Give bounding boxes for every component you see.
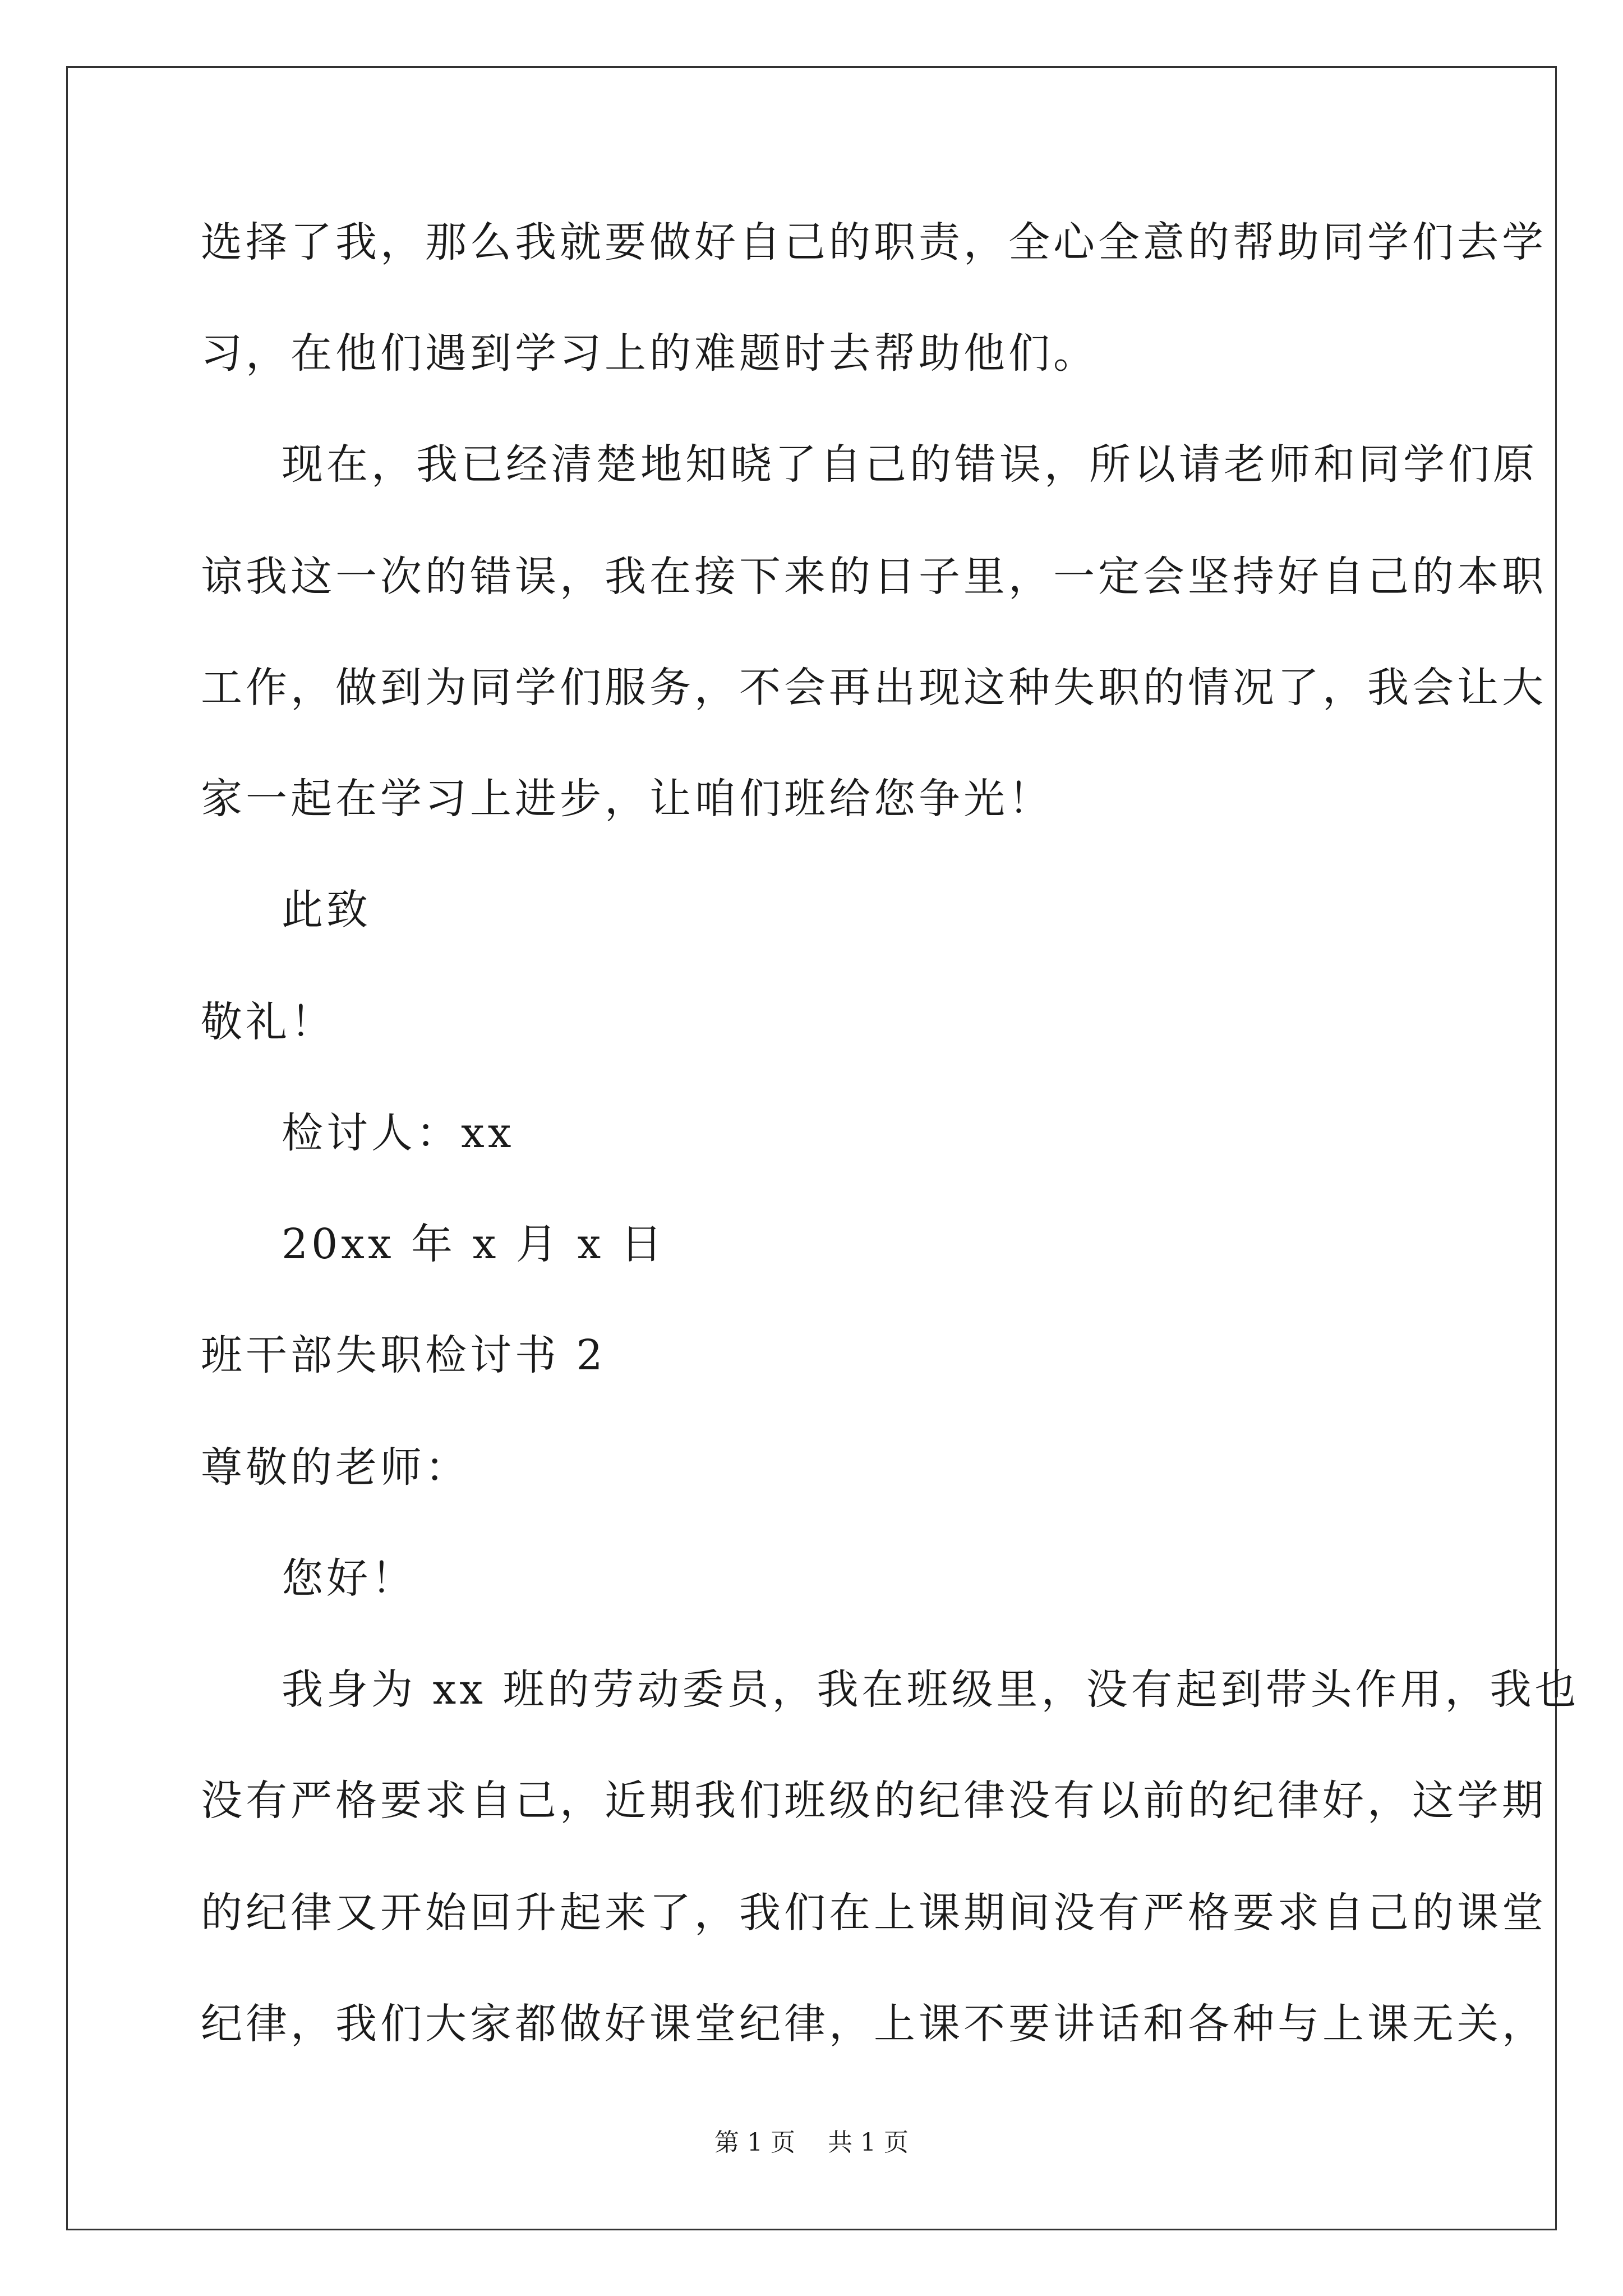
body-line: 谅我这一次的错误，我在接下来的日子里，一定会坚持好自己的本职 xyxy=(201,553,1547,601)
closing-salutation: 此致 xyxy=(282,886,371,934)
page-footer xyxy=(0,2126,1623,2160)
greeting: 尊敬的老师： xyxy=(201,1443,470,1492)
body-line: 现在，我已经清楚地知晓了自己的错误，所以请老师和同学们原 xyxy=(282,440,1538,489)
body-line: 纪律，我们大家都做好课堂纪律，上课不要讲话和各种与上课无关， xyxy=(201,2000,1547,2048)
signature-author: 检讨人：xx xyxy=(282,1109,515,1157)
page-count: 共 1 页 xyxy=(828,2128,909,2157)
section-heading: 班干部失职检讨书 2 xyxy=(201,1331,606,1379)
body-line: 我身为 xx 班的劳动委员，我在班级里，没有起到带头作用，我也 xyxy=(282,1665,1580,1714)
signature-date: 20xx 年 x 月 x 日 xyxy=(282,1220,666,1268)
page-number: 第 1 页 xyxy=(714,2128,795,2157)
body-line: 家一起在学习上进步，让咱们班给您争光！ xyxy=(201,775,1053,823)
body-line: 工作，做到为同学们服务，不会再出现这种失职的情况了，我会让大 xyxy=(201,664,1547,712)
closing-regards: 敬礼！ xyxy=(201,998,335,1046)
body-line: 没有严格要求自己，近期我们班级的纪律没有以前的纪律好，这学期 xyxy=(201,1777,1547,1825)
body-line: 的纪律又开始回升起来了，我们在上课期间没有严格要求自己的课堂 xyxy=(201,1889,1547,1937)
body-line: 习，在他们遇到学习上的难题时去帮助他们。 xyxy=(201,329,1098,378)
body-line: 选择了我，那么我就要做好自己的职责，全心全意的帮助同学们去学 xyxy=(201,218,1547,266)
greeting-hello: 您好！ xyxy=(282,1554,416,1603)
